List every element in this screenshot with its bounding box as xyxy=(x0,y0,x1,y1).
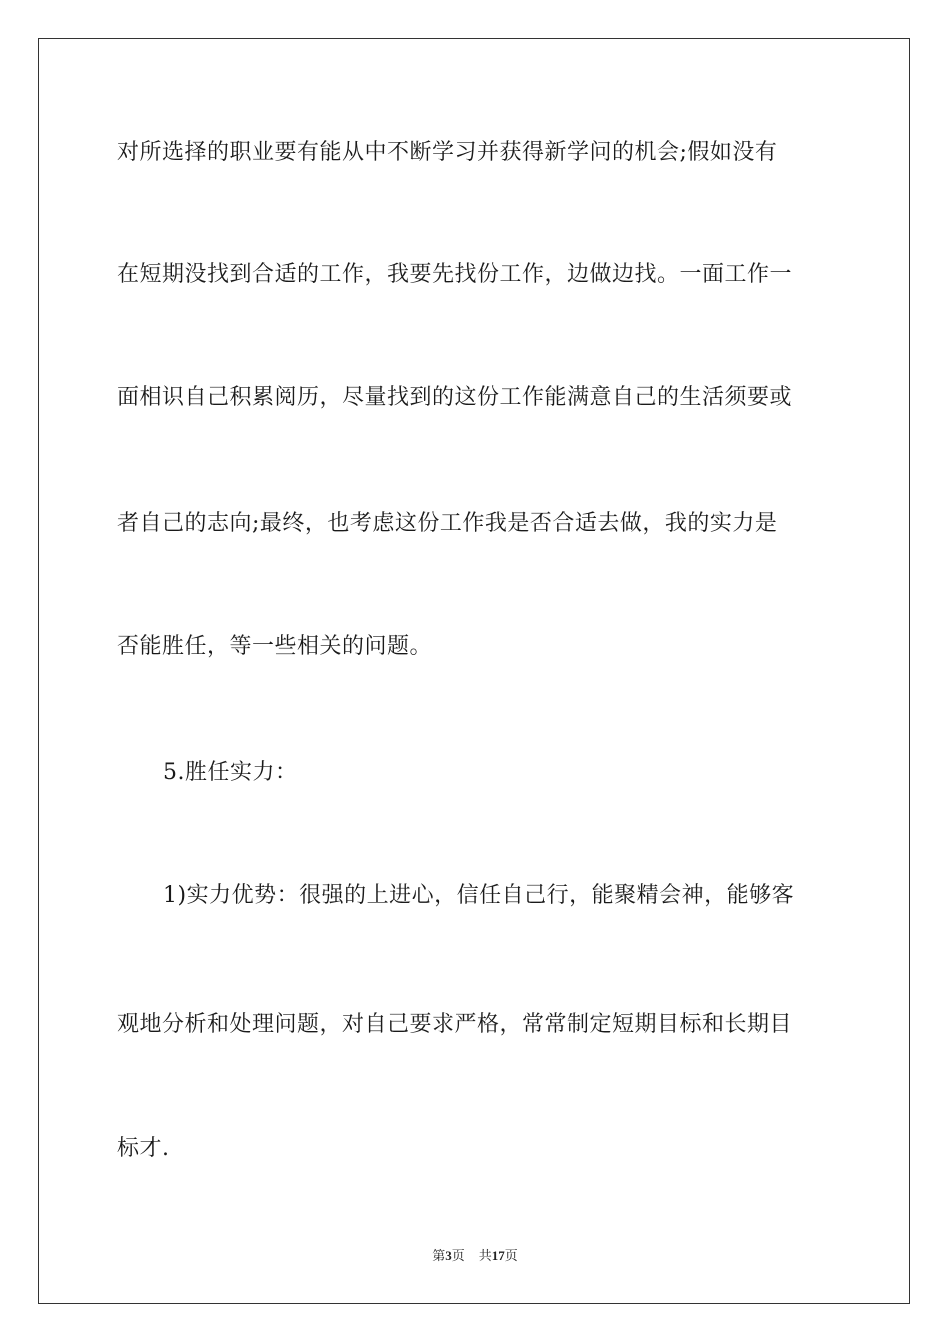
page-border xyxy=(38,38,910,1304)
page-prefix: 第 xyxy=(432,1248,446,1263)
page-suffix: 页 xyxy=(451,1248,465,1263)
page-number: 3 xyxy=(445,1248,452,1263)
body-line-3: 面相识自己积累阅历，尽量找到的这份工作能满意自己的生活须要或 xyxy=(117,385,793,410)
page-footer xyxy=(0,1247,950,1265)
body-line-9: 标才. xyxy=(117,1136,170,1161)
body-line-7: 1)实力优势：很强的上进心，信任自己行，能聚精会神，能够客 xyxy=(163,883,795,908)
total-suffix: 页 xyxy=(504,1248,518,1263)
body-line-8: 观地分析和处理问题，对自己要求严格，常常制定短期目标和长期目 xyxy=(117,1012,793,1037)
body-line-4: 者自己的志向;最终，也考虑这份工作我是否合适去做，我的实力是 xyxy=(117,511,778,536)
section-heading: 5.胜任实力： xyxy=(163,760,298,785)
total-pages: 17 xyxy=(491,1248,505,1263)
total-prefix: 共 xyxy=(478,1248,492,1263)
body-line-1: 对所选择的职业要有能从中不断学习并获得新学问的机会;假如没有 xyxy=(117,140,778,165)
body-line-5: 否能胜任，等一些相关的问题。 xyxy=(117,634,433,659)
body-line-2: 在短期没找到合适的工作，我要先找份工作，边做边找。一面工作一 xyxy=(117,262,793,287)
